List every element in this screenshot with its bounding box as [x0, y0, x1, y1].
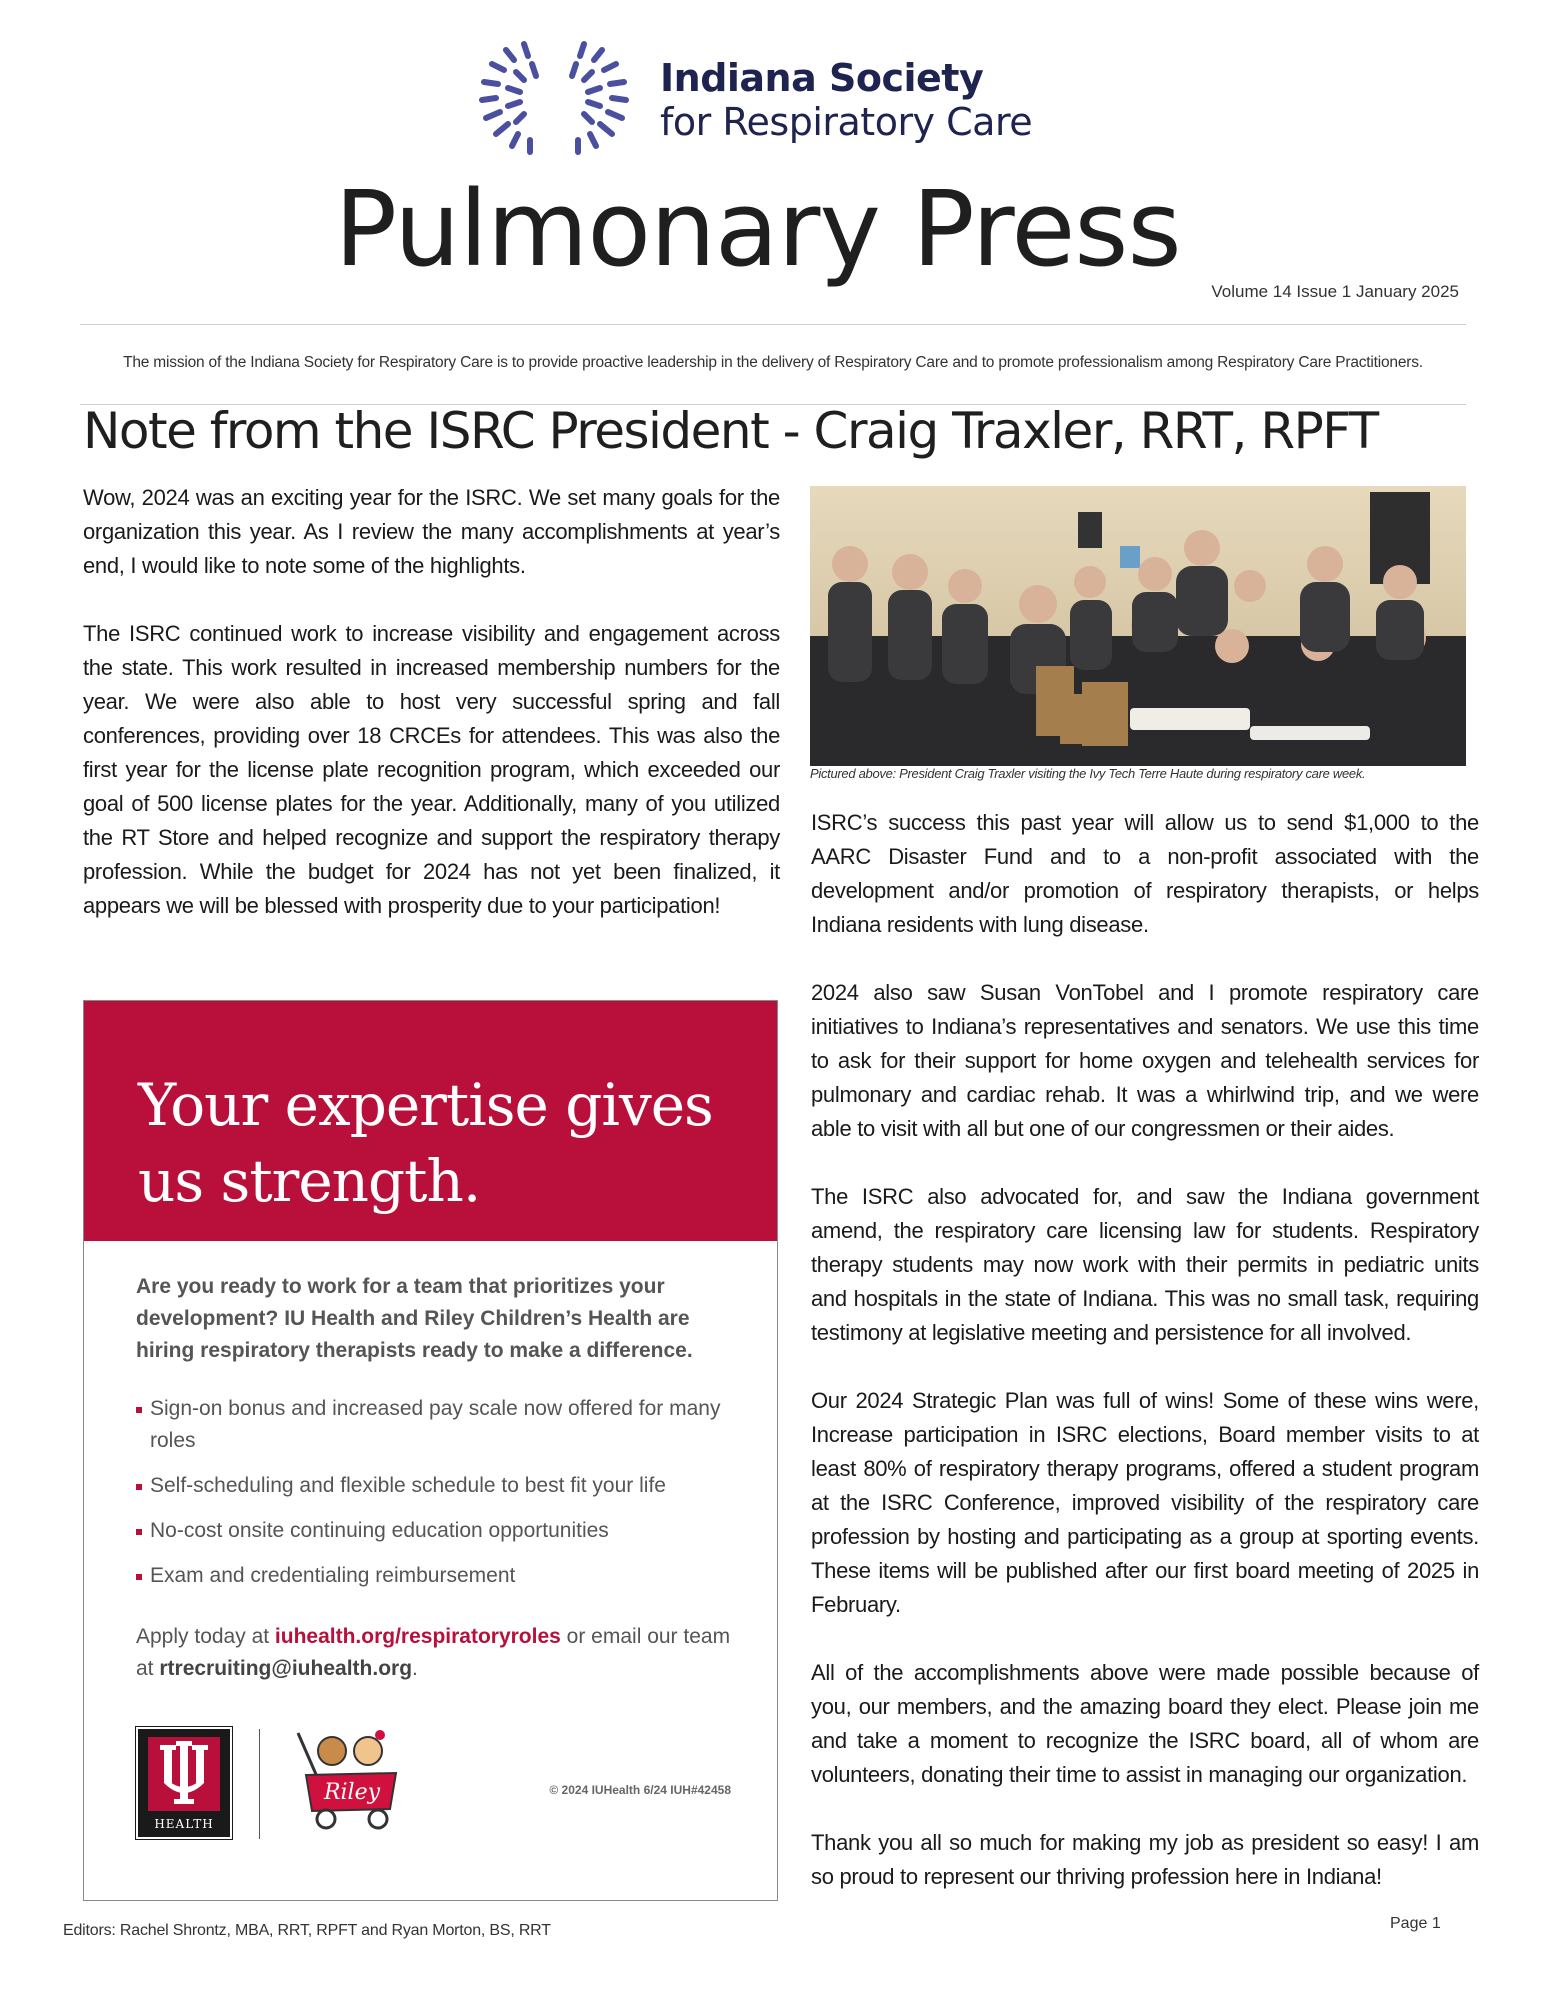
benefit-text: Self-scheduling and flexible schedule to best fit your life [150, 1474, 666, 1497]
apply-middle: or email our team at [136, 1625, 731, 1680]
article-left-column [83, 481, 780, 957]
isrc-logo [466, 36, 1066, 166]
bullet-icon [136, 1407, 142, 1413]
article-paragraph: All of the accomplishments above were made possible because of you, our members, and the amazing board they elect. Please join me and take a moment to recognize the ISRC board, all of whom are volunteers, donating their time to assist in managing our organization. [811, 1660, 1479, 1787]
iu-health-logo [136, 1727, 232, 1839]
ad-benefits-list [136, 1393, 736, 1605]
issue-info: Volume 14 Issue 1 January 2025 [1211, 282, 1459, 301]
ad-headline-line2: us strength. [138, 1147, 481, 1215]
mission-statement: The mission of the Indiana Society for Respiratory Care is to provide proactive leadership in the delivery of Respiratory Care and to promote professionalism among Respiratory Care Practitioners. [123, 354, 1423, 371]
sunburst-icon [466, 36, 646, 166]
article-paragraph: ISRC’s success this past year will allow us to send $1,000 to the AARC Disaster Fund and to a non-profit associated with the development and/or promotion of respiratory therapists, or helps Indiana residents with lung disease. [811, 810, 1479, 937]
ad-lead-text: Are you ready to work for a team that prioritizes your development? IU Health and Riley Children’s Health are hiring respiratory therapists ready to make a difference. [136, 1275, 693, 1362]
bullet-icon [136, 1484, 142, 1490]
photo-caption: Pictured above: President Craig Traxler visiting the Ivy Tech Terre Haute during respiratory care week. [810, 766, 1366, 781]
ad-headline-line1: Your expertise gives [138, 1071, 713, 1139]
list-item [136, 1393, 736, 1457]
benefit-text: Exam and credentialing reimbursement [150, 1564, 516, 1587]
editors-credit: Editors: Rachel Shrontz, MBA, RRT, RPFT and Ryan Morton, BS, RRT [63, 1922, 551, 1939]
list-item [136, 1560, 736, 1592]
list-item [136, 1470, 736, 1502]
riley-logo-text: Riley [323, 1780, 381, 1805]
article-paragraph: 2024 also saw Susan VonTobel and I promote respiratory care initiatives to Indiana’s representatives and senators. We use this time to ask for their support for home oxygen and telehealth services for pulmonary and cardiac rehab. It was a whirlwind trip, and we were able to visit with all but one of our congressmen or their aides. [811, 980, 1479, 1141]
logo-divider [259, 1729, 260, 1839]
org-name-line2: for Respiratory Care [660, 100, 1033, 144]
list-item [136, 1515, 736, 1547]
group-photo [810, 486, 1466, 766]
apply-prefix: Apply today at [136, 1625, 275, 1648]
bullet-icon [136, 1574, 142, 1580]
article-paragraph: The ISRC also advocated for, and saw the Indiana government amend, the respiratory care licensing law for students. Respiratory therapy students may now work with their permits in pediatric units and hospitals in the state of Indiana. This was no small task, requiring testimony at legislative meeting and persistence for all involved. [811, 1184, 1479, 1345]
bullet-icon [136, 1529, 142, 1535]
ad-banner [84, 1001, 777, 1241]
newsletter-masthead: Pulmonary Press [334, 168, 1181, 290]
divider-top [80, 324, 1466, 325]
org-name-line1: Indiana Society [660, 56, 984, 100]
benefit-text: Sign-on bonus and increased pay scale now offered for many roles [150, 1397, 721, 1452]
page-number: Page 1 [1390, 1915, 1441, 1932]
ad-fine-print: © 2024 IUHealth 6/24 IUH#42458 [549, 1783, 731, 1797]
article-paragraph: Our 2024 Strategic Plan was full of wins! Some of these wins were, Increase participation in ISRC elections, Board member visits to at least 80% of respiratory therapy programs, offered a student program at the ISRC Conference, improved visibility of the respiratory care profession by hosting and participating as a group at sporting events. These items will be published after our first board meeting of 2025 in February. [811, 1388, 1479, 1617]
article-title: Note from the ISRC President - Craig Traxler, RRT, RPFT [83, 402, 1378, 460]
article-paragraph: Wow, 2024 was an exciting year for the ISRC. We set many goals for the organization this year. As I review the many accomplishments at year’s end, I would like to note some of the highlights. [83, 485, 780, 578]
benefit-text: No-cost onsite continuing education opportunities [150, 1519, 609, 1542]
ad-apply-text [136, 1621, 736, 1685]
riley-wagon-logo [284, 1723, 414, 1843]
apply-link[interactable]: iuhealth.org/respiratoryroles [274, 1625, 561, 1648]
iu-health-advertisement [83, 1000, 778, 1901]
apply-email-link[interactable]: rtrecruiting@iuhealth.org [159, 1657, 413, 1680]
iu-trident-icon [148, 1737, 220, 1811]
article-right-column [811, 806, 1479, 1928]
apply-suffix: . [412, 1657, 418, 1680]
article-paragraph: The ISRC continued work to increase visibility and engagement across the state. This work resulted in increased membership numbers for the year. We were also able to host very successful spring and fall conferences, providing over 18 CRCEs for attendees. This was also the first year for the license plate recognition program, which exceeded our goal of 500 license plates for the year. Additionally, many of you utilized the RT Store and helped recognize and support the respiratory therapy profession. While the budget for 2024 has not yet been finalized, it appears we will be blessed with prosperity due to your participation! [83, 621, 780, 918]
iu-logo-text: HEALTH [154, 1817, 214, 1831]
article-paragraph: Thank you all so much for making my job as president so easy! I am so proud to represent our thriving profession here in Indiana! [811, 1830, 1479, 1889]
ad-headline [138, 1067, 758, 1219]
